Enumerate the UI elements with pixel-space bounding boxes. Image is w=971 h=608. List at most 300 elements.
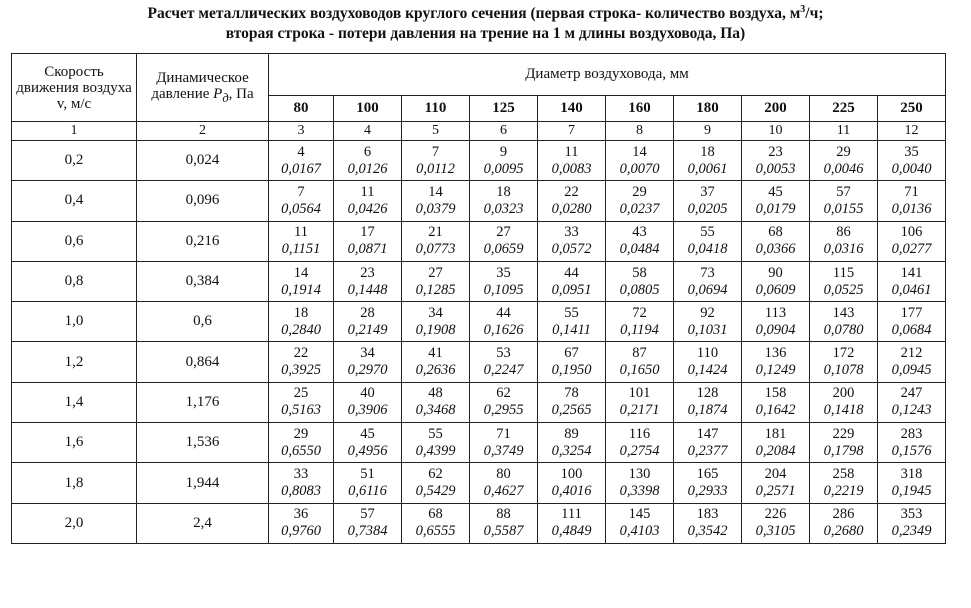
airflow-value: 36: [293, 506, 309, 523]
airflow-value: 7: [431, 143, 440, 160]
value-cell: [402, 141, 470, 181]
pressure-loss-value: 0,0316: [823, 241, 864, 258]
pressure-loss-value: 0,2955: [483, 402, 524, 419]
pressure-loss-value: 0,0053: [755, 160, 796, 177]
airflow-value: 87: [632, 345, 647, 362]
airflow-value: 62: [496, 385, 511, 402]
dynamic-pressure-cell: 0,216: [137, 221, 269, 261]
airflow-value: 33: [564, 224, 579, 241]
airflow-value: 200: [832, 385, 855, 402]
airflow-value: 115: [832, 264, 855, 281]
pressure-loss-value: 0,0484: [619, 241, 660, 258]
value-cell: [538, 463, 606, 503]
column-number-cell: 1: [12, 122, 137, 141]
value-cell: [878, 302, 946, 342]
dynamic-pressure-cell: 0,6: [137, 302, 269, 342]
pressure-loss-value: 0,3398: [619, 483, 660, 500]
airflow-value: 72: [632, 304, 647, 321]
value-cell: [878, 261, 946, 301]
airflow-value: 11: [564, 143, 579, 160]
pressure-loss-value: 0,1249: [755, 362, 796, 379]
airflow-value: 68: [428, 506, 443, 523]
value-cell: [606, 141, 674, 181]
value-cell: [810, 463, 878, 503]
airflow-value: 25: [293, 385, 309, 402]
column-number-cell: 12: [878, 122, 946, 141]
value-cell: [742, 141, 810, 181]
value-cell: [470, 221, 538, 261]
pressure-loss-value: 0,7384: [347, 523, 388, 540]
airflow-value: 101: [628, 385, 651, 402]
value-cell: [810, 503, 878, 543]
airflow-value: 21: [428, 224, 443, 241]
airflow-value: 33: [293, 466, 309, 483]
dynamic-pressure-cell: 0,384: [137, 261, 269, 301]
dynamic-header-text-a: Динамическое давление: [151, 69, 249, 102]
value-cell: [334, 423, 402, 463]
pressure-loss-value: 0,2084: [755, 442, 796, 459]
value-cell: [810, 302, 878, 342]
pressure-loss-value: 0,2933: [687, 483, 728, 500]
pressure-loss-value: 0,2149: [347, 321, 388, 338]
airflow-value: 43: [632, 224, 647, 241]
table-title: [0, 4, 971, 44]
pressure-loss-value: 0,1194: [620, 321, 659, 338]
table-row: [12, 141, 946, 181]
airflow-value: 130: [628, 466, 651, 483]
value-cell: [674, 261, 742, 301]
airflow-value: 14: [428, 183, 443, 200]
value-cell: [402, 181, 470, 221]
pressure-loss-value: 0,0136: [891, 200, 932, 217]
airflow-value: 28: [360, 304, 375, 321]
value-cell: [334, 261, 402, 301]
dynamic-pressure-cell: 1,176: [137, 382, 269, 422]
value-cell: [402, 221, 470, 261]
pressure-loss-value: 0,3749: [483, 442, 524, 459]
pressure-loss-value: 0,1914: [281, 281, 321, 298]
value-cell: [402, 503, 470, 543]
column-number-cell: 10: [742, 122, 810, 141]
speed-cell: 1,6: [12, 423, 137, 463]
airflow-value: 29: [632, 183, 647, 200]
airflow-value: 145: [628, 506, 651, 523]
value-cell: [878, 342, 946, 382]
pressure-loss-value: 0,4849: [551, 523, 592, 540]
dynamic-pressure-cell: 0,096: [137, 181, 269, 221]
value-cell: [402, 423, 470, 463]
airflow-value: 110: [696, 345, 719, 362]
pressure-loss-value: 0,1626: [483, 321, 524, 338]
airflow-value: 58: [632, 264, 647, 281]
pressure-loss-value: 0,1151: [281, 241, 321, 258]
value-cell: [538, 503, 606, 543]
airflow-value: 27: [496, 224, 511, 241]
pressure-loss-value: 0,0167: [281, 160, 321, 177]
value-cell: [402, 382, 470, 422]
airflow-value: 62: [428, 466, 443, 483]
value-cell: [470, 342, 538, 382]
airflow-value: 45: [768, 183, 783, 200]
airflow-value: 35: [904, 143, 919, 160]
dynamic-header-subscript: д: [222, 90, 229, 105]
pressure-loss-value: 0,1448: [347, 281, 388, 298]
pressure-loss-value: 0,5587: [483, 523, 524, 540]
airflow-value: 141: [900, 264, 923, 281]
diameter-cell: 180: [674, 96, 742, 122]
value-cell: [742, 423, 810, 463]
table-body: [12, 141, 946, 544]
pressure-loss-value: 0,1418: [823, 402, 864, 419]
airflow-value: 73: [700, 264, 715, 281]
airflow-value: 55: [564, 304, 579, 321]
pressure-loss-value: 0,0179: [755, 200, 796, 217]
value-cell: [606, 423, 674, 463]
title-superscript: 3: [800, 3, 806, 15]
value-cell: [334, 382, 402, 422]
airflow-value: 143: [832, 304, 855, 321]
dynamic-pressure-cell: 0,024: [137, 141, 269, 181]
airflow-value: 88: [496, 506, 511, 523]
airflow-value: 35: [496, 264, 511, 281]
airflow-value: 92: [700, 304, 715, 321]
value-cell: [269, 141, 334, 181]
airflow-value: 23: [768, 143, 783, 160]
pressure-loss-value: 0,4627: [483, 483, 524, 500]
pressure-loss-value: 0,0046: [823, 160, 864, 177]
column-number-cell: 2: [137, 122, 269, 141]
value-cell: [606, 382, 674, 422]
airflow-value: 29: [836, 143, 851, 160]
dynamic-header-symbol: P: [213, 85, 223, 102]
value-cell: [538, 382, 606, 422]
airflow-value: 11: [294, 224, 308, 241]
pressure-loss-value: 0,0418: [687, 241, 728, 258]
pressure-loss-value: 0,2247: [483, 362, 524, 379]
header-row: [12, 54, 946, 96]
diameter-cell: 140: [538, 96, 606, 122]
speed-cell: 1,4: [12, 382, 137, 422]
value-cell: [878, 463, 946, 503]
pressure-loss-value: 0,2219: [823, 483, 864, 500]
diameter-header: Диаметр воздуховода, мм: [269, 54, 946, 96]
value-cell: [334, 342, 402, 382]
airflow-value: 204: [764, 466, 787, 483]
airflow-value: 53: [496, 345, 511, 362]
airflow-value: 165: [696, 466, 719, 483]
column-number-cell: 11: [810, 122, 878, 141]
value-cell: [810, 221, 878, 261]
pressure-loss-value: 0,2171: [619, 402, 660, 419]
diameter-cell: 100: [334, 96, 402, 122]
dynamic-pressure-cell: 1,536: [137, 423, 269, 463]
airflow-value: 283: [900, 425, 923, 442]
airflow-value: 71: [904, 183, 919, 200]
pressure-loss-value: 0,0684: [891, 321, 932, 338]
pressure-loss-value: 0,0609: [755, 281, 796, 298]
value-cell: [470, 423, 538, 463]
value-cell: [538, 221, 606, 261]
speed-cell: 0,8: [12, 261, 137, 301]
value-cell: [878, 221, 946, 261]
pressure-loss-value: 0,6550: [281, 442, 321, 459]
value-cell: [538, 342, 606, 382]
speed-cell: 0,4: [12, 181, 137, 221]
pressure-loss-value: 0,0070: [619, 160, 660, 177]
pressure-loss-value: 0,0426: [347, 200, 388, 217]
airflow-value: 116: [628, 425, 651, 442]
airflow-value: 90: [768, 264, 783, 281]
airflow-value: 44: [496, 304, 511, 321]
airflow-value: 111: [561, 506, 582, 523]
airflow-value: 183: [696, 506, 719, 523]
pressure-loss-value: 0,0780: [823, 321, 864, 338]
value-cell: [470, 463, 538, 503]
value-cell: [334, 463, 402, 503]
pressure-loss-value: 0,2349: [891, 523, 932, 540]
pressure-loss-value: 0,2754: [619, 442, 660, 459]
value-cell: [334, 302, 402, 342]
value-cell: [742, 382, 810, 422]
airflow-value: 106: [900, 224, 923, 241]
pressure-loss-value: 0,4956: [347, 442, 388, 459]
airflow-value: 247: [900, 385, 923, 402]
airflow-value: 226: [764, 506, 787, 523]
airflow-value: 22: [564, 183, 579, 200]
airflow-value: 34: [360, 345, 375, 362]
pressure-loss-value: 0,1078: [823, 362, 864, 379]
value-cell: [269, 261, 334, 301]
value-cell: [606, 261, 674, 301]
airflow-value: 353: [900, 506, 923, 523]
pressure-loss-value: 0,0061: [687, 160, 728, 177]
value-cell: [810, 382, 878, 422]
value-cell: [674, 141, 742, 181]
airflow-value: 71: [496, 425, 511, 442]
speed-cell: 2,0: [12, 503, 137, 543]
airflow-value: 22: [293, 345, 309, 362]
table-row: [12, 221, 946, 261]
value-cell: [269, 181, 334, 221]
airflow-value: 86: [836, 224, 851, 241]
pressure-loss-value: 0,1576: [891, 442, 932, 459]
pressure-loss-value: 0,1908: [415, 321, 456, 338]
value-cell: [402, 302, 470, 342]
pressure-loss-value: 0,0945: [891, 362, 932, 379]
value-cell: [674, 423, 742, 463]
pressure-loss-value: 0,0112: [416, 160, 455, 177]
value-cell: [470, 302, 538, 342]
title-line-2: вторая строка - потери давления на трение на 1 м длины воздуховода, Па): [225, 25, 746, 42]
value-cell: [269, 463, 334, 503]
airflow-value: 23: [360, 264, 375, 281]
airflow-value: 34: [428, 304, 443, 321]
pressure-loss-value: 0,0205: [687, 200, 728, 217]
pressure-loss-value: 0,1424: [687, 362, 728, 379]
diameter-cell: 125: [470, 96, 538, 122]
value-cell: [674, 221, 742, 261]
pressure-loss-value: 0,0155: [823, 200, 864, 217]
airflow-value: 68: [768, 224, 783, 241]
pressure-loss-value: 0,1095: [483, 281, 524, 298]
value-cell: [334, 181, 402, 221]
value-cell: [470, 141, 538, 181]
table-row: [12, 181, 946, 221]
pressure-loss-value: 0,0564: [281, 200, 321, 217]
value-cell: [742, 221, 810, 261]
pressure-loss-value: 0,4016: [551, 483, 592, 500]
value-cell: [402, 463, 470, 503]
pressure-loss-value: 0,1950: [551, 362, 592, 379]
value-cell: [538, 261, 606, 301]
pressure-loss-value: 0,2680: [823, 523, 864, 540]
value-cell: [878, 423, 946, 463]
pressure-loss-value: 0,0525: [823, 281, 864, 298]
airflow-value: 37: [700, 183, 715, 200]
airflow-value: 55: [428, 425, 443, 442]
value-cell: [334, 503, 402, 543]
title-line-1-end: /ч;: [805, 5, 824, 22]
table-row: [12, 382, 946, 422]
value-cell: [606, 181, 674, 221]
diameter-cell: 225: [810, 96, 878, 122]
airflow-value: 17: [360, 224, 375, 241]
airflow-value: 89: [564, 425, 579, 442]
airflow-value: 100: [560, 466, 583, 483]
pressure-loss-value: 0,0572: [551, 241, 592, 258]
pressure-loss-value: 0,1243: [891, 402, 932, 419]
value-cell: [538, 141, 606, 181]
airflow-value: 18: [293, 304, 309, 321]
value-cell: [810, 342, 878, 382]
value-cell: [878, 382, 946, 422]
value-cell: [606, 463, 674, 503]
airflow-value: 57: [836, 183, 851, 200]
pressure-loss-value: 0,4103: [619, 523, 660, 540]
pressure-loss-value: 0,3542: [687, 523, 728, 540]
value-cell: [674, 342, 742, 382]
pressure-loss-value: 0,0951: [551, 281, 592, 298]
airflow-value: 80: [496, 466, 511, 483]
value-cell: [470, 181, 538, 221]
table-row: [12, 302, 946, 342]
dynamic-header-text-b: , Па: [228, 85, 254, 102]
diameter-cell: 80: [269, 96, 334, 122]
diameter-cell: 110: [402, 96, 470, 122]
airflow-value: 48: [428, 385, 443, 402]
pressure-loss-value: 0,2377: [687, 442, 728, 459]
value-cell: [470, 382, 538, 422]
airflow-value: 128: [696, 385, 719, 402]
airflow-value: 181: [764, 425, 787, 442]
pressure-loss-value: 0,1650: [619, 362, 660, 379]
value-cell: [810, 261, 878, 301]
diameter-cell: 250: [878, 96, 946, 122]
value-cell: [742, 503, 810, 543]
airflow-value: 9: [499, 143, 508, 160]
airflow-value: 113: [764, 304, 787, 321]
pressure-loss-value: 0,1798: [823, 442, 864, 459]
value-cell: [742, 261, 810, 301]
pressure-loss-value: 0,8083: [281, 483, 321, 500]
pressure-loss-value: 0,1874: [687, 402, 728, 419]
column-number-cell: 7: [538, 122, 606, 141]
airflow-value: 229: [832, 425, 855, 442]
pressure-loss-value: 0,2571: [755, 483, 796, 500]
pressure-loss-value: 0,3254: [551, 442, 592, 459]
value-cell: [674, 181, 742, 221]
value-cell: [334, 221, 402, 261]
dynamic-pressure-cell: 2,4: [137, 503, 269, 543]
speed-cell: 1,2: [12, 342, 137, 382]
value-cell: [470, 261, 538, 301]
speed-cell: 0,6: [12, 221, 137, 261]
value-cell: [402, 261, 470, 301]
value-cell: [742, 181, 810, 221]
value-cell: [810, 181, 878, 221]
dynamic-pressure-cell: 1,944: [137, 463, 269, 503]
pressure-loss-value: 0,4399: [415, 442, 456, 459]
airflow-value: 4: [297, 143, 305, 160]
pressure-loss-value: 0,3468: [415, 402, 456, 419]
value-cell: [538, 423, 606, 463]
value-cell: [674, 503, 742, 543]
dynamic-pressure-cell: 0,864: [137, 342, 269, 382]
airflow-value: 172: [832, 345, 855, 362]
value-cell: [810, 423, 878, 463]
airflow-value: 18: [496, 183, 511, 200]
value-cell: [810, 141, 878, 181]
airflow-value: 136: [764, 345, 787, 362]
duct-table: [11, 53, 946, 544]
value-cell: [674, 463, 742, 503]
pressure-loss-value: 0,3105: [755, 523, 796, 540]
airflow-value: 7: [297, 183, 305, 200]
table-row: [12, 503, 946, 543]
pressure-loss-value: 0,0126: [347, 160, 388, 177]
pressure-loss-value: 0,0379: [415, 200, 456, 217]
pressure-loss-value: 0,5429: [415, 483, 456, 500]
diameter-cell: 200: [742, 96, 810, 122]
airflow-value: 158: [764, 385, 787, 402]
airflow-value: 29: [293, 425, 309, 442]
airflow-value: 78: [564, 385, 579, 402]
value-cell: [269, 382, 334, 422]
pressure-loss-value: 0,1031: [687, 321, 728, 338]
value-cell: [878, 181, 946, 221]
speed-cell: 1,0: [12, 302, 137, 342]
table-row: [12, 261, 946, 301]
pressure-loss-value: 0,5163: [281, 402, 321, 419]
airflow-value: 40: [360, 385, 375, 402]
airflow-value: 177: [900, 304, 923, 321]
airflow-value: 55: [700, 224, 715, 241]
table-row: [12, 342, 946, 382]
airflow-value: 6: [363, 143, 372, 160]
airflow-value: 45: [360, 425, 375, 442]
pressure-loss-value: 0,6555: [415, 523, 456, 540]
pressure-loss-value: 0,1642: [755, 402, 796, 419]
value-cell: [742, 463, 810, 503]
column-number-cell: 4: [334, 122, 402, 141]
pressure-loss-value: 0,0237: [619, 200, 660, 217]
column-number-cell: 9: [674, 122, 742, 141]
airflow-value: 258: [832, 466, 855, 483]
value-cell: [269, 302, 334, 342]
value-cell: [674, 302, 742, 342]
airflow-value: 14: [293, 264, 309, 281]
pressure-loss-value: 0,0366: [755, 241, 796, 258]
